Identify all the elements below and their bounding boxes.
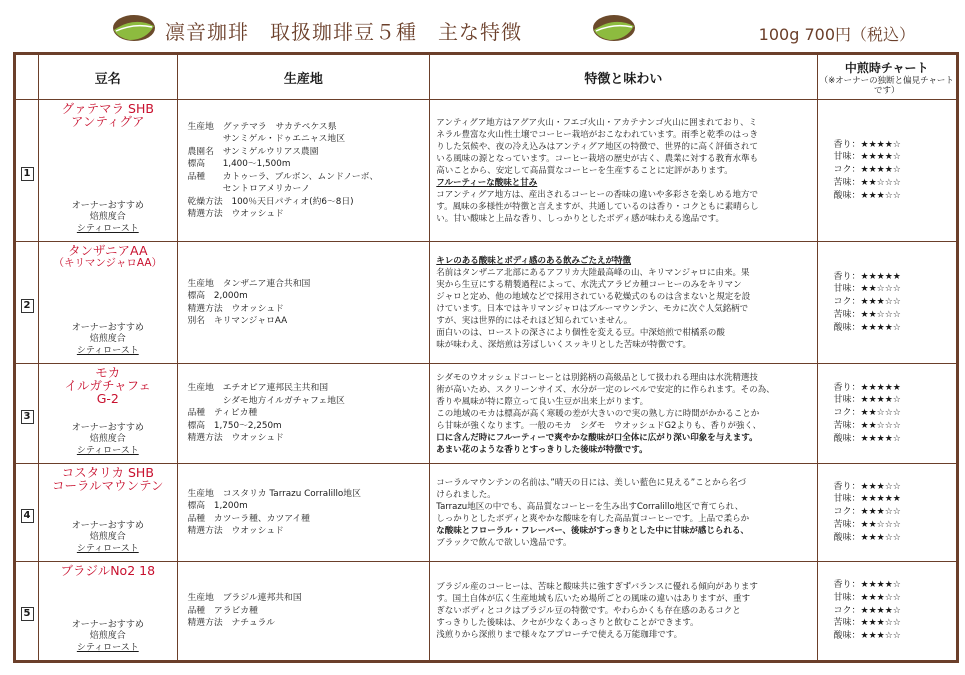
feature-line: ら甘味が強くなります。一般のモカ シダモ ウオッシュドG2よりも、香りが強く、: [436, 420, 762, 431]
header-number: [15, 54, 39, 100]
header-origin: 生産地: [177, 54, 430, 100]
feature-line: ぎないボディとコクはブラジル豆の特徴です。やわらかくも存在感のあるコクと: [436, 606, 741, 616]
feature-line: 高いことから、安定して高品質なコーヒーを生産することに定評があります。: [436, 165, 733, 176]
feature-line: 味が味わえ、深焙煎は芳ばしいくスッキリとした苦味が特徴です。: [436, 339, 692, 350]
feature-line: けています。日本ではキリマンジャロはブルーマウンテン、モカに次ぐ人気銘柄で: [436, 303, 749, 314]
feature-line: い。甘い酸味と上品な香り、しっかりとしたボディ感が味わえる逸品です。: [436, 213, 724, 224]
chart-cell: [817, 464, 957, 562]
roast-level: シティロースト: [76, 642, 139, 653]
origin-cell: [177, 364, 430, 464]
origin-line: 精選方法 ナチュラル: [187, 618, 275, 629]
bean-name-line: イルガチャフェ: [64, 378, 152, 393]
feature-line: この地域のモカは標高が高く寒暖の差が大きいので実の熟し方に時間がかかることか: [436, 408, 760, 419]
origin-line: 標高 2,000m: [187, 291, 248, 301]
chart-rating: 香り：★★★★☆: [833, 580, 901, 590]
row-number-cell: [15, 242, 39, 364]
coffee-table: [13, 52, 959, 663]
feature-line: すっきりした後味は、クセが少なくあっさりと飲むことができます。: [436, 618, 699, 628]
bean-name-line: コーラルマウンテン: [52, 478, 164, 493]
chart-rating: 酸味：★★★☆☆: [833, 631, 901, 642]
chart-cell: [817, 242, 957, 364]
chart-rating: 苦味：★★☆☆☆: [833, 177, 901, 188]
origin-line: 生産地 タンザニア連合共和国: [187, 278, 311, 289]
table-header-row: [15, 54, 958, 100]
origin-line: 農園名 サンミゲルウリアス農園: [187, 146, 319, 157]
bean-alias: （キリマンジャロAA）: [53, 257, 163, 269]
bean-name: [39, 564, 176, 577]
chart-rating: 香り：★★★★★: [833, 271, 901, 282]
chart-rating: 苦味：★★☆☆☆: [833, 519, 901, 530]
price-label: 100g 700円（税込）: [758, 25, 915, 44]
chart-title: 中煎時チャート: [844, 61, 929, 75]
chart-rating: 香り：★★★★☆: [833, 139, 901, 150]
recommend-label: オーナーおすすめ: [71, 200, 144, 211]
chart-rating: コク：★★★☆☆: [833, 507, 901, 518]
bean-name-line: G-2: [96, 391, 119, 406]
table-row: [15, 562, 958, 662]
row-number: 3: [21, 410, 34, 424]
origin-cell: [177, 562, 430, 662]
features-cell: [430, 242, 817, 364]
bean-name: [39, 102, 176, 128]
bean-name: [39, 244, 176, 270]
feature-line: 面白いのは、ローストの深さにより個性を変える豆。中深焙煎で柑橘系の酸: [436, 327, 725, 338]
roast-level-label: 焙煎度合: [89, 532, 126, 542]
roast-level: シティロースト: [76, 345, 139, 356]
bean-name: [39, 466, 176, 492]
features-cell: [430, 100, 817, 242]
feature-line: シダモのウオッシュドコーヒーとは別銘柄の高級品として扱われる理由は水洗精選技: [436, 372, 758, 383]
bean-name-line: モカ: [95, 365, 121, 380]
row-number-cell: [15, 562, 39, 662]
feature-line: な酸味とフローラル・フレーバー、後味がすっきりとした中に甘味が感じられる、: [436, 525, 749, 536]
roast-level: シティロースト: [76, 445, 139, 456]
bean-name-cell: [39, 562, 177, 662]
roast-level-label: 焙煎度合: [89, 334, 126, 344]
recommendation: [39, 620, 176, 655]
chart-rating: コク：★★☆☆☆: [833, 408, 901, 419]
chart-rating: 甘味：★★★★☆: [833, 395, 901, 406]
features-cell: [430, 464, 817, 562]
feature-line: Tarrazu地区の中でも、高品質なコーヒーを生み出すCorralillo地区で育てられ、: [436, 501, 744, 512]
row-number: 5: [21, 607, 34, 621]
feature-line: 浅煎りから深煎りまで様々なアプローチで使える万能珈琲です。: [436, 630, 683, 640]
features-cell: [430, 364, 817, 464]
feature-line: りした気候や、夜の冷え込みはアンティグア地区の特徴で、世界的に高く評価されて: [436, 141, 758, 152]
row-number-cell: [15, 100, 39, 242]
origin-line: 品種 カトゥーラ、ブルボン、ムンドノーボ、: [187, 171, 379, 182]
feature-line: ブラックで飲んで欲しい逸品です。: [436, 537, 572, 548]
feature-line: しっかりとしたボディと爽やかな酸味を有した高品質コーヒーです。上品で柔らか: [436, 513, 750, 524]
table-row: [15, 242, 958, 364]
origin-line: 品種 カツーラ種、カツアイ種: [187, 513, 310, 524]
chart-rating: コク：★★★★☆: [833, 165, 901, 176]
recommendation: [39, 423, 176, 458]
feature-line: コアンティグア地方は、産出されるコーヒーの香味の違いや多彩さを楽しめる地方で: [436, 189, 758, 200]
table-row: [15, 100, 958, 242]
origin-line: 乾燥方法 100％天日パティオ(約6～8日): [187, 196, 354, 207]
feature-line: けられました。: [436, 489, 496, 500]
bean-name-line: ブラジルNo2 18: [60, 563, 156, 578]
origin-line: 品種 ティピカ種: [187, 408, 258, 419]
origin-line: 生産地 コスタリカ Tarrazu Corralillo地区: [187, 488, 361, 499]
chart-rating: 酸味：★★★★☆: [833, 433, 901, 444]
feature-line: アンティグア地方はアグア火山・フエゴ火山・アカテナンゴ火山に囲まれており、ミ: [436, 117, 758, 128]
chart-rating: 甘味：★★★★★: [833, 494, 901, 505]
chart-rating: 酸味：★★★☆☆: [833, 190, 901, 201]
origin-line: 精選方法 ウオッシュド: [187, 209, 284, 219]
feature-line: 名前はタンザニア北部にあるアフリカ大陸最高峰の山、キリマンジャロに由来。果: [436, 267, 750, 278]
origin-line: 精選方法 ウオッシュド: [187, 433, 284, 444]
feature-line: す。国土自体が広く生産地域も広いため場所ごとの風味の違いはありますが、重す: [436, 594, 751, 604]
bean-name-cell: [39, 364, 177, 464]
feature-line: す。風味の多様性が特徴と言えますが、共通しているのは香り・コクともに素晴らし: [436, 201, 759, 212]
page-header: [0, 0, 965, 52]
feature-line: ネラル豊富な火山性土壌でコーヒー栽培がおこなわれています。雨季と乾季のはっき: [436, 129, 759, 140]
feature-line: 口に含んだ時にフルーティーで爽やかな酸味が口全体に広がり深い印象を与えます。: [436, 432, 758, 443]
origin-cell: [177, 464, 430, 562]
bean-name-line: タンザニアAA: [68, 243, 148, 258]
chart-rating: 甘味：★★★☆☆: [833, 592, 901, 603]
feature-line: 香りや風味が特に際立って良い生豆が出来上がります。: [436, 396, 649, 407]
feature-line: いる風味の源となっています。コーヒー栽培の歴史が古く、農業に対する教育水準も: [436, 153, 759, 164]
bean-name: [39, 366, 176, 405]
feature-line: あまい花のような香りとすっきりした後味が特徴です。: [436, 444, 648, 455]
chart-rating: 酸味：★★★☆☆: [833, 532, 901, 543]
chart-rating: 甘味：★★☆☆☆: [833, 284, 901, 295]
roast-level-label: 焙煎度合: [89, 434, 126, 444]
chart-rating: 香り：★★★☆☆: [833, 481, 901, 492]
chart-cell: [817, 364, 957, 464]
bean-name-cell: [39, 100, 177, 242]
origin-line: 生産地 エチオピア連邦民主共和国: [187, 383, 329, 394]
chart-rating: 苦味：★★☆☆☆: [833, 309, 901, 320]
bean-name-line: コスタリカ SHB: [61, 465, 154, 480]
origin-line: 別名 キリマンジャロAA: [187, 316, 288, 326]
roast-level: シティロースト: [76, 543, 139, 554]
feature-line: キレのある酸味とボディ感のある飲みごたえが特徴: [436, 255, 632, 266]
recommend-label: オーナーおすすめ: [71, 619, 144, 630]
recommendation: [39, 323, 176, 358]
origin-line: 標高 1,200m: [187, 501, 248, 511]
chart-rating: 苦味：★★☆☆☆: [833, 420, 901, 431]
chart-rating: コク：★★★★☆: [833, 605, 901, 616]
recommend-label: オーナーおすすめ: [71, 422, 144, 433]
roast-level: シティロースト: [76, 223, 139, 234]
feature-line: コーラルマウンテンの名前は、”晴天の日には、美しい藍色に見える”ことから名づ: [436, 477, 747, 488]
coffee-bean-icon: [592, 14, 636, 42]
recommend-label: オーナーおすすめ: [71, 520, 144, 531]
chart-rating: コク：★★★☆☆: [833, 297, 901, 308]
chart-cell: [817, 562, 957, 662]
origin-line: シダモ地方イルガチャフェ地区: [187, 395, 345, 406]
chart-rating: 酸味：★★★★☆: [833, 322, 901, 333]
bean-name-line: グァテマラ SHB: [61, 101, 154, 116]
recommendation: [39, 201, 176, 236]
bean-name-cell: [39, 242, 177, 364]
header-chart: [817, 54, 957, 100]
origin-line: 生産地 グァテマラ サカテペケス県: [187, 121, 337, 132]
origin-line: 生産地 ブラジル連邦共和国: [187, 593, 302, 604]
table-row: [15, 464, 958, 562]
coffee-bean-icon: [112, 14, 156, 42]
bean-name-line: アンティグア: [71, 114, 145, 129]
row-number: 2: [21, 299, 34, 313]
row-number-cell: [15, 464, 39, 562]
bean-name-cell: [39, 464, 177, 562]
origin-line: 品種 アラビカ種: [187, 605, 258, 616]
chart-rating: 苦味：★★★☆☆: [833, 618, 901, 629]
roast-level-label: 焙煎度合: [89, 631, 126, 641]
chart-cell: [817, 100, 957, 242]
roast-level-label: 焙煎度合: [89, 212, 126, 222]
row-number: 4: [21, 509, 34, 523]
header-features: 特徴と味わい: [430, 54, 817, 100]
feature-line: 実から生豆にする精製過程によって、水洗式アラビカ種コーヒーのみをキリマン: [436, 279, 742, 290]
chart-rating: 香り：★★★★★: [833, 382, 901, 393]
origin-cell: [177, 100, 430, 242]
origin-cell: [177, 242, 430, 364]
feature-line: フルーティーな酸味と甘み: [436, 177, 538, 188]
origin-line: 精選方法 ウオッシュド: [187, 526, 284, 536]
feature-line: すが、実は世界的にはそれほど知られていません。: [436, 315, 633, 326]
feature-line: ブラジル産のコーヒーは、苦味と酸味共に強すぎずバランスに優れる傾向があります: [436, 582, 758, 592]
recommendation: [39, 521, 176, 556]
chart-note: （※オーナーの独断と偏見チャートです）: [819, 76, 954, 96]
origin-line: セントロアメリカーノ: [187, 184, 310, 194]
feature-line: ジャロと定め、他の地域などで採用されている乾燥式のものは含まないと規定を設: [436, 291, 751, 302]
row-number-cell: [15, 364, 39, 464]
feature-line: 術が高いため、スクリーンサイズ、水分が一定のレベルで安定的に作られます。その為、: [436, 384, 775, 395]
row-number: 1: [21, 167, 34, 181]
origin-line: 精選方法 ウオッシュド: [187, 303, 284, 314]
table-row: [15, 364, 958, 464]
recommend-label: オーナーおすすめ: [71, 322, 144, 333]
origin-line: 標高 1,400～1,500m: [187, 159, 291, 169]
features-cell: [430, 562, 817, 662]
header-name: 豆名: [39, 54, 177, 100]
origin-line: 標高 1,750～2,250m: [187, 420, 282, 431]
origin-line: サンミゲル・ドゥエニャス地区: [187, 134, 346, 144]
page-title: 凛音珈琲 取扱珈琲豆５種 主な特徴: [165, 20, 522, 44]
chart-rating: 甘味：★★★★☆: [833, 152, 901, 163]
